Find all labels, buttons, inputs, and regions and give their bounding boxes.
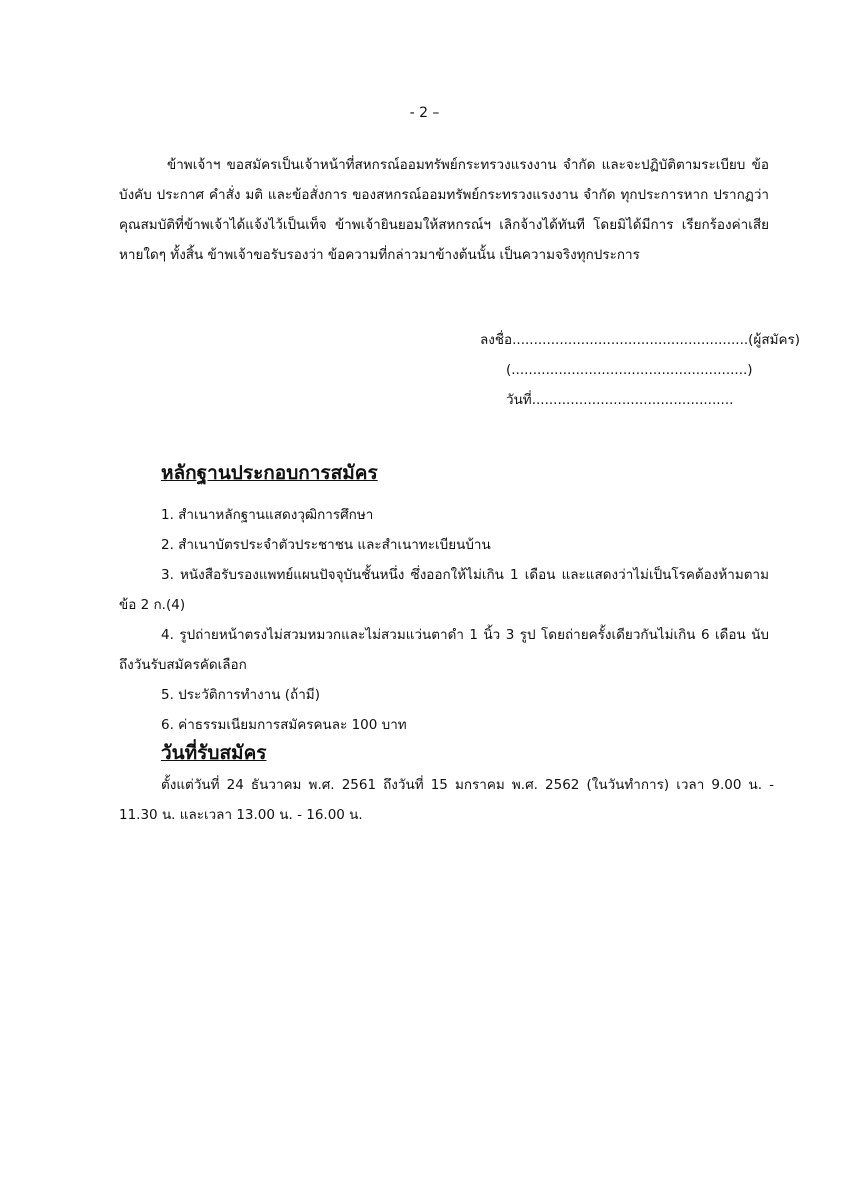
application-period-heading: วันที่รับสมัคร bbox=[161, 742, 267, 764]
page-number: - 2 – bbox=[409, 105, 440, 121]
document-item: 4. รูปถ่ายหน้าตรงไม่สวมหมวกและไม่สวมแว่นตาดำ 1 นิ้ว 3 รูป โดยถ่ายครั้งเดียวกันไม่เกิน 6 เดือน นับถึงวันรับสมัครคัดเลือก bbox=[119, 627, 769, 673]
document-item: 2. สำเนาบัตรประจำตัวประชาชน และสำเนาทะเบียนบ้าน bbox=[161, 537, 491, 553]
document-item: 1. สำเนาหลักฐานแสดงวุฒิการศึกษา bbox=[161, 507, 374, 523]
application-period-text: ตั้งแต่วันที่ 24 ธันวาคม พ.ศ. 2561 ถึงวันที่ 15 มกราคม พ.ศ. 2562 (ในวันทำการ) เวลา 9.00 น. - 11.30 น. และเวลา 13.00 น. - 16.00 น. bbox=[119, 777, 774, 823]
printed-name-line: (.......................................................) bbox=[506, 362, 753, 378]
documents-list bbox=[119, 500, 769, 740]
declaration-text: ข้าพเจ้าฯ ขอสมัครเป็นเจ้าหน้าที่สหกรณ์ออมทรัพย์กระทรวงแรงงาน จำกัด และจะปฏิบัติตามระเบียบ ข้อบังคับ ประกาศ คำสั่ง มติ และข้อสั่งการ ของสหกรณ์ออมทรัพย์กระทรวงแรงงาน จำกัด ทุกประการหาก ปรากฏว่าคุณสมบัติที่ข้าพเจ้าได้แจ้งไว้เป็นเท็จ ข้าพเจ้ายินยอมให้สหกรณ์ฯ เลิกจ้างได้ทันที โดยมิได้มีการ เรียกร้องค่าเสียหายใดๆ ทั้งสิ้น ข้าพเจ้าขอรับรองว่า ข้อความที่กล่าวมาข้างต้นนั้น เป็นความจริงทุกประการ bbox=[119, 157, 769, 263]
signature-line: ลงชื่อ.......................................................(ผู้สมัคร) bbox=[480, 332, 801, 348]
document-item: 6. ค่าธรรมเนียมการสมัครคนละ 100 บาท bbox=[161, 717, 407, 733]
declaration-paragraph bbox=[119, 150, 769, 270]
document-item: 3. หนังสือรับรองแพทย์แผนปัจจุบันชั้นหนึ่ง ซึ่งออกให้ไม่เกิน 1 เดือน และแสดงว่าไม่เป็นโรคต้องห้ามตามข้อ 2 ก.(4) bbox=[119, 567, 769, 613]
signature-block bbox=[480, 325, 801, 415]
document-item: 5. ประวัติการทำงาน (ถ้ามี) bbox=[161, 687, 320, 703]
documents-heading: หลักฐานประกอบการสมัคร bbox=[161, 462, 378, 484]
signature-date-line: วันที่............................................... bbox=[506, 392, 734, 408]
